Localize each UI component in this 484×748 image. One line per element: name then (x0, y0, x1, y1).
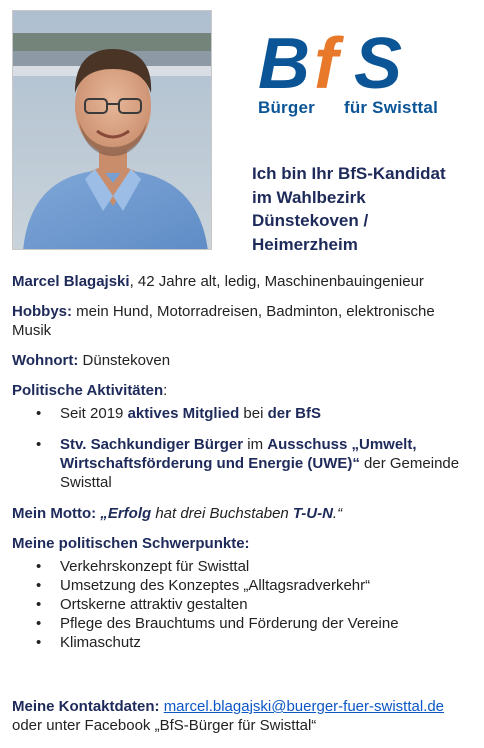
person-name: Marcel Blagajski (12, 273, 130, 290)
bullet-icon: • (36, 405, 42, 422)
headline-line: im Wahlbezirk (252, 187, 366, 207)
motto-word: T-U-N (292, 505, 333, 522)
activity-text: bei (239, 405, 268, 422)
bullet-icon: • (36, 577, 42, 594)
list-item (12, 614, 476, 633)
activity-text: im (243, 436, 268, 453)
facebook-line: oder unter Facebook „BfS-Bürger für Swisttal“ (12, 717, 317, 734)
wohnort-text: Dünstekoven (78, 352, 171, 369)
wohnort-label: Wohnort: (12, 352, 79, 369)
schwerpunkte-heading (12, 534, 476, 553)
logo-sub-left: Bürger (258, 98, 315, 117)
profile-content (12, 272, 476, 652)
list-item (12, 557, 476, 576)
contact-label: Meine Kontaktdaten: (12, 698, 160, 715)
contact-line (12, 697, 482, 716)
svg-text:S: S (354, 24, 403, 102)
motto-text: hat drei Buchstaben (151, 505, 293, 522)
motto-line (12, 504, 476, 523)
bullet-icon: • (36, 558, 42, 575)
list-item (12, 435, 476, 492)
list-item (12, 595, 476, 614)
contact-block (12, 697, 482, 735)
motto-word: Erfolg (107, 505, 152, 522)
activities-heading (12, 381, 476, 400)
person-line (12, 272, 476, 291)
activity-bold: der BfS (267, 405, 321, 422)
activities-label: Politische Aktivitäten (12, 382, 164, 399)
svg-text:f: f (314, 24, 338, 102)
logo-subtitle (258, 98, 438, 118)
email-link[interactable]: marcel.blagajski@buerger-fuer-swisttal.de (163, 698, 445, 715)
activity-bold: Ausschuss „Umwelt, Wirtschaftsförderung und Energie (UWE)“ (60, 436, 417, 472)
schwerpunkte-list (12, 557, 476, 652)
activity-bold: aktives Mitglied (127, 405, 240, 422)
bullet-icon: • (36, 596, 42, 613)
schwerpunkt-text: Pflege des Brauchtums und Förderung der Vereine (60, 615, 399, 632)
hobbies-text: mein Hund, Motorradreisen, Badminton, elektronische Musik (12, 303, 435, 339)
schwerpunkt-text: Klimaschutz (60, 634, 141, 651)
headline-line: Ich bin Ihr BfS-Kandidat (252, 164, 446, 183)
candidate-headline (252, 162, 477, 256)
wohnort-line (12, 351, 476, 370)
logo-sub-right: für Swisttal (343, 98, 438, 117)
schwerpunkt-text: Verkehrskonzept für Swisttal (60, 558, 250, 575)
schwerpunkte-label: Meine politischen Schwerpunkte: (12, 535, 250, 552)
candidate-photo (12, 10, 212, 250)
headline-line: Heimerzheim (252, 234, 358, 254)
bullet-icon: • (36, 615, 42, 632)
list-item (12, 576, 476, 595)
activity-text: Seit 2019 (60, 405, 128, 422)
motto-label: Mein Motto: (12, 505, 97, 522)
hobbies-label: Hobbys: (12, 303, 72, 320)
activities-colon: : (163, 382, 168, 399)
list-item (12, 404, 476, 423)
motto-quote-open: „ (96, 505, 108, 522)
motto-quote-close: .“ (332, 505, 343, 522)
activities-list (12, 404, 476, 492)
schwerpunkt-text: Ortskerne attraktiv gestalten (60, 596, 248, 613)
headline-line: Dünstekoven / (252, 211, 369, 230)
list-item (12, 633, 476, 652)
hobbies-line (12, 302, 476, 340)
activity-bold: Stv. Sachkundiger Bürger (60, 436, 244, 453)
activity-text: der Gemeinde Swisttal (60, 455, 460, 491)
schwerpunkt-text: Umsetzung des Konzeptes „Alltagsradverkehr“ (60, 577, 371, 594)
person-details: , 42 Jahre alt, ledig, Maschinenbauingenieur (129, 273, 424, 290)
svg-text:B: B (258, 24, 310, 102)
bullet-icon: • (36, 634, 42, 651)
bullet-icon: • (36, 436, 42, 453)
